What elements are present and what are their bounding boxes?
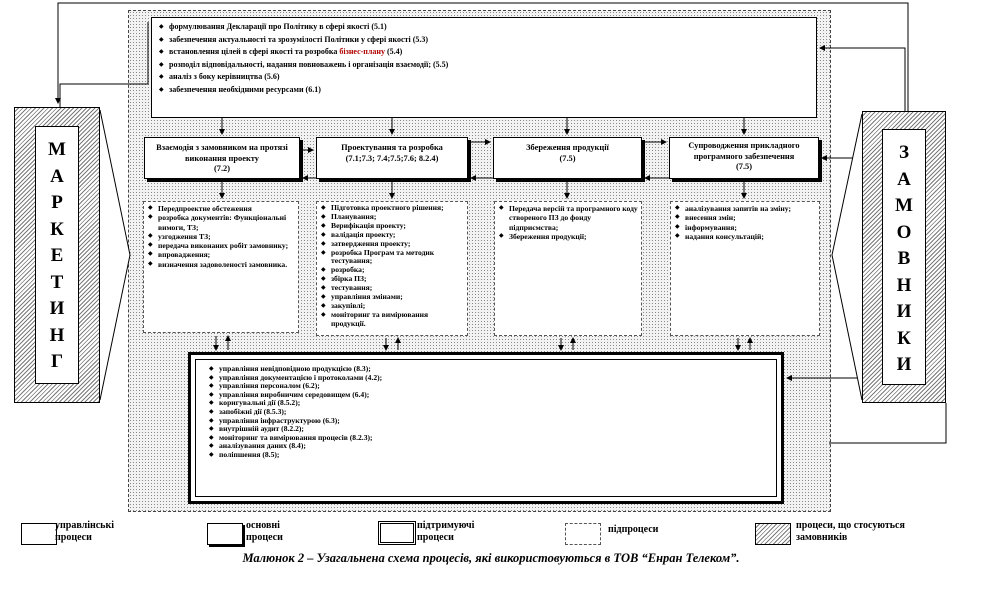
management-item: ◆ аналіз з боку керівництва (5.6) (158, 71, 810, 84)
legend-swatch-support (378, 521, 416, 545)
customers-letter: Н (896, 274, 912, 296)
marketing-letter: Н (49, 324, 65, 346)
support-item: ◆ управління документацією і протоколами (4.2); (208, 374, 776, 383)
subprocess-item: ◆ моніторинг та вимірювання продукції. (320, 311, 464, 329)
customers-to-management-arrow (820, 48, 905, 111)
subprocess-item: ◆ внесення змін; (674, 213, 816, 222)
support-item: ◆ запобіжні дії (8.5.3); (208, 408, 776, 417)
management-item: ◆ формулювання Декларації про Політику в сфері якості (5.1) (158, 21, 810, 34)
process-title: Супроводження прикладного програмного забезпечення (688, 141, 800, 161)
support-item: ◆ моніторинг та вимірювання процесів (8.2.3); (208, 434, 776, 443)
support-item: ◆ коригувальні дії (8.5.2); (208, 399, 776, 408)
marketing-letter: И (49, 298, 65, 319)
legend-label: основні процеси (246, 520, 283, 543)
process-code: (7.5) (559, 153, 576, 163)
subprocess-item: ◆ валідація проекту; (320, 231, 464, 240)
marketing-to-management-arrow (60, 22, 148, 107)
subprocess-item: ◆ Верифікація проекту; (320, 222, 464, 231)
marketing-chevron-arrow (100, 110, 130, 400)
customers-letter: З (898, 142, 910, 163)
customers-letter: А (897, 168, 911, 190)
customers-letter: В (897, 248, 911, 269)
process-code: (7.1;7.3; 7.4;7.5;7.6; 8.2.4) (345, 153, 439, 163)
process-title: Збереження продукції (526, 143, 609, 152)
process-title: Проектування та розробка (341, 143, 443, 152)
marketing-letter: М (48, 139, 66, 160)
subprocess-item: ◆ тестування; (320, 284, 464, 293)
subprocess-item: ◆ Передача версій та програмного коду створеного ПЗ до фонду підприємства; (498, 204, 638, 232)
customers-letter: И (896, 354, 912, 375)
management-item: ◆ забезпечення актуальності та зрозумілості Політики у сфері якості (5.3) (158, 34, 810, 47)
management-item: ◆ розподіл відповідальності, надання повноважень і організація взаємодії; (5.5) (158, 59, 810, 72)
subprocess-item: ◆ Збереження продукції; (498, 232, 638, 241)
subprocess-item: ◆ затвердження проекту; (320, 240, 464, 249)
marketing-letter: Г (50, 351, 64, 372)
support-item: ◆ управління невідповідною продукцією (8.3); (208, 365, 776, 374)
legend-swatch-main (207, 523, 243, 545)
subprocess-item: ◆ впровадження; (147, 250, 295, 259)
subprocess-item: ◆ розробка; (320, 266, 464, 275)
process-title: Взаємодія з замовником на протязі виконання проекту (156, 143, 288, 163)
feedback-loop-bottom (829, 403, 946, 443)
legend-label: управлінські процеси (55, 520, 115, 543)
customers-letter: О (896, 221, 912, 243)
subprocess-item: ◆ Планування; (320, 213, 464, 222)
legend-swatch-subprocess (565, 523, 601, 545)
marketing-letter: Е (50, 245, 64, 266)
support-item: ◆ управління виробничим середовищем (6.4); (208, 391, 776, 400)
customers-letter: К (897, 327, 911, 349)
support-item: ◆ управління інфраструктурою (6.3); (208, 417, 776, 426)
marketing-letter: Т (50, 271, 64, 293)
support-item: ◆ управління персоналом (6.2); (208, 382, 776, 391)
subprocess-item: ◆ передача виконаних робіт замовнику; (147, 241, 295, 250)
legend-swatch-management (21, 523, 57, 545)
subprocess-item: ◆ розробка Програм та методик тестування; (320, 249, 464, 267)
legend-label: підтримуючі процеси (417, 520, 475, 543)
feedback-loop-top (58, 3, 908, 111)
support-item: ◆ внутрішній аудит (8.2.2); (208, 425, 776, 434)
support-item: ◆ аналізування даних (8.4); (208, 442, 776, 451)
marketing-letter: А (50, 165, 64, 187)
legend-label: процеси, що стосуються замовників (796, 520, 905, 543)
legend-label: підпроцеси (608, 524, 659, 535)
subprocess-item: ◆ збірка ПЗ; (320, 275, 464, 284)
subprocess-item: ◆ аналізування запитів на зміну; (674, 204, 816, 213)
business-plan-highlight: бізнес-плану (339, 47, 385, 57)
management-item: ◆ забезпечення необхідними ресурсами (6.1) (158, 84, 810, 97)
subprocess-item: ◆ Підготовка проектного рішення; (320, 204, 464, 213)
marketing-letter: Р (51, 192, 63, 213)
support-item: ◆ поліпшення (8.5); (208, 451, 776, 460)
subprocess-item: ◆ закупівлі; (320, 302, 464, 311)
customers-letter: М (895, 195, 913, 216)
subprocess-item: ◆ розробка документів: Функціональні вимоги, ТЗ; (147, 213, 295, 232)
subprocess-item: ◆ узгодження ТЗ; (147, 232, 295, 241)
subprocess-item: ◆ визначення задоволеності замовника. (147, 260, 295, 269)
marketing-letter: К (50, 218, 64, 240)
subprocess-item: ◆ Передпроектне обстеження (147, 204, 295, 213)
subprocess-item: ◆ інформування; (674, 223, 816, 232)
process-code: (7.2) (213, 164, 231, 173)
subprocess-item: ◆ управління змінами; (320, 293, 464, 302)
legend-swatch-customer (755, 523, 791, 545)
process-code: (7.5) (735, 162, 753, 171)
customers-chevron-arrow (832, 114, 862, 400)
customers-letter: И (896, 301, 912, 322)
figure-caption: Малюнок 2 – Узагальнена схема процесів, які використовуються в ТОВ “Енран Телеком”. (242, 551, 740, 565)
management-item: ◆ встановлення цілей в сфері якості та розробка бізнес-плану (5.4) (158, 46, 810, 59)
subprocess-item: ◆ надання консультацій; (674, 232, 816, 241)
